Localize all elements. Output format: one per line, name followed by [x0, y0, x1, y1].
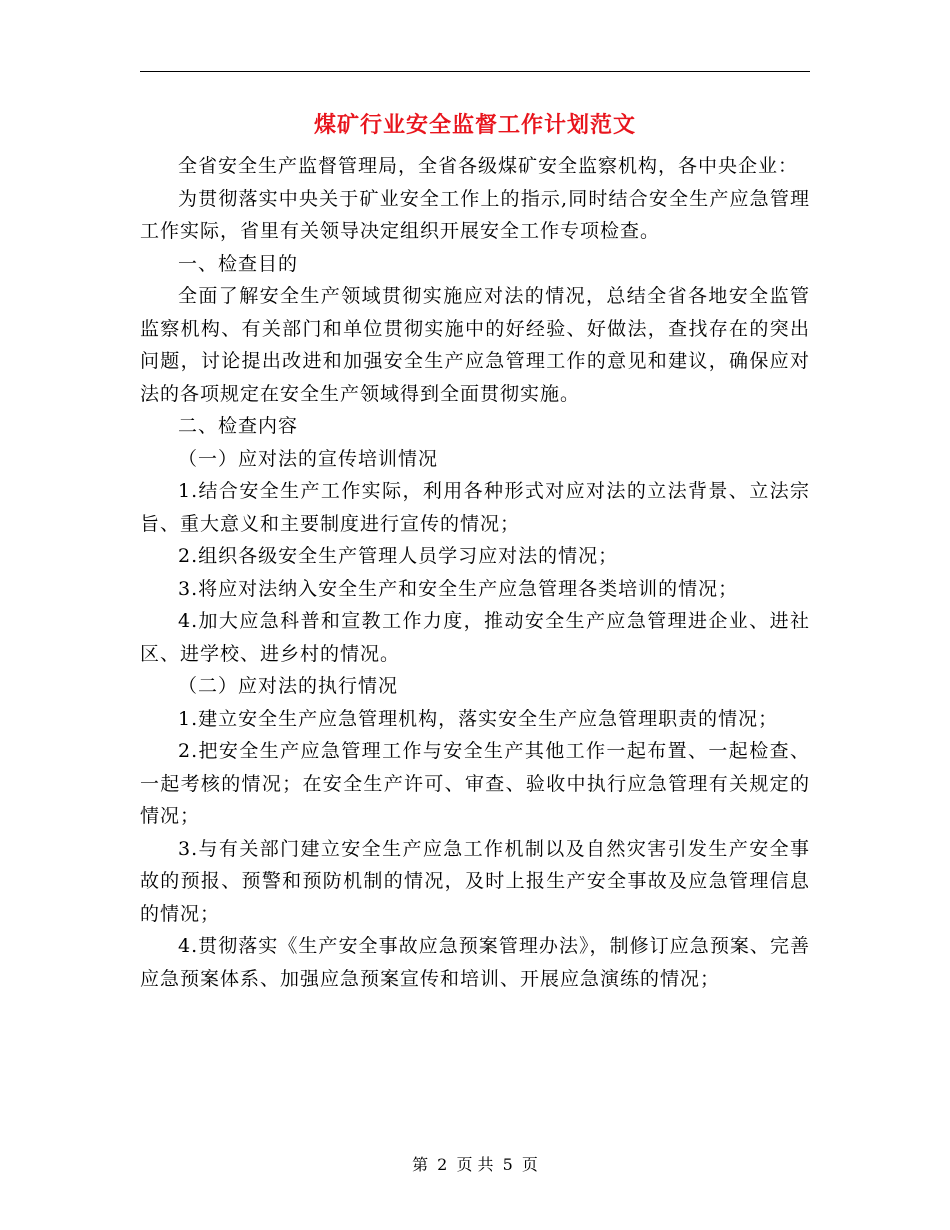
list-item: 3.将应对法纳入安全生产和安全生产应急管理各类培训的情况；: [178, 577, 739, 600]
footer-page-number: 2: [437, 1155, 448, 1174]
footer-mid: 页 共: [456, 1155, 494, 1174]
list-item: 3.与有关部门建立安全生产应急工作机制以及自然灾害引发生产安全事故的预报、预警和预防机制的情况，及时上报生产安全事故及应急管理信息的情况；: [140, 837, 810, 925]
list-item: 1.结合安全生产工作实际，利用各种形式对应对法的立法背景、立法宗旨、重大意义和主要制度进行宣传的情况；: [140, 480, 810, 535]
document-title: 煤矿行业安全监督工作计划范文: [313, 112, 636, 138]
list-item: 2.组织各级安全生产管理人员学习应对法的情况；: [178, 545, 619, 567]
footer-total-pages: 5: [502, 1155, 513, 1174]
section-heading-content: 二、检查内容: [178, 415, 299, 437]
footer-prefix: 第: [412, 1155, 429, 1174]
list-item: 4.贯彻落实《生产安全事故应急预案管理办法》，制修订应急预案、完善应急预案体系、加强应急预案宣传和培训、开展应急演练的情况；: [140, 935, 810, 990]
paragraph-purpose: 全面了解安全生产领域贯彻实施应对法的情况，总结全省各地安全监管监察机构、有关部门和单位贯彻实施中的好经验、好做法，查找存在的突出问题，讨论提出改进和加强安全生产应急管理工作的意见和建议，确保应对法的各项规定在安全生产领域得到全面贯彻实施。: [140, 285, 810, 405]
subsection-heading-training: （一）应对法的宣传培训情况: [178, 447, 439, 470]
page-footer: [0, 1154, 950, 1176]
footer-suffix: 页: [521, 1155, 538, 1174]
list-item: 2.把安全生产应急管理工作与安全生产其他工作一起布置、一起检查、一起考核的情况；在安全生产许可、审查、验收中执行应急管理有关规定的情况；: [140, 740, 810, 827]
section-heading-purpose: 一、检查目的: [178, 252, 299, 275]
paragraph-intro: 为贯彻落实中央关于矿业安全工作上的指示,同时结合安全生产应急管理工作实际，省里有关领导决定组织开展安全工作专项检查。: [140, 187, 810, 242]
subsection-heading-execution: （二）应对法的执行情况: [178, 675, 399, 697]
document-body: [140, 150, 810, 995]
list-item: 1.建立安全生产应急管理机构，落实安全生产应急管理职责的情况；: [178, 707, 779, 730]
paragraph-addressees: 全省安全生产监督管理局，全省各级煤矿安全监察机构，各中央企业：: [178, 155, 799, 177]
list-item: 4.加大应急科普和宣教工作力度，推动安全生产应急管理进企业、进社区、进学校、进乡村的情况。: [140, 610, 810, 665]
header-rule: [140, 71, 810, 72]
